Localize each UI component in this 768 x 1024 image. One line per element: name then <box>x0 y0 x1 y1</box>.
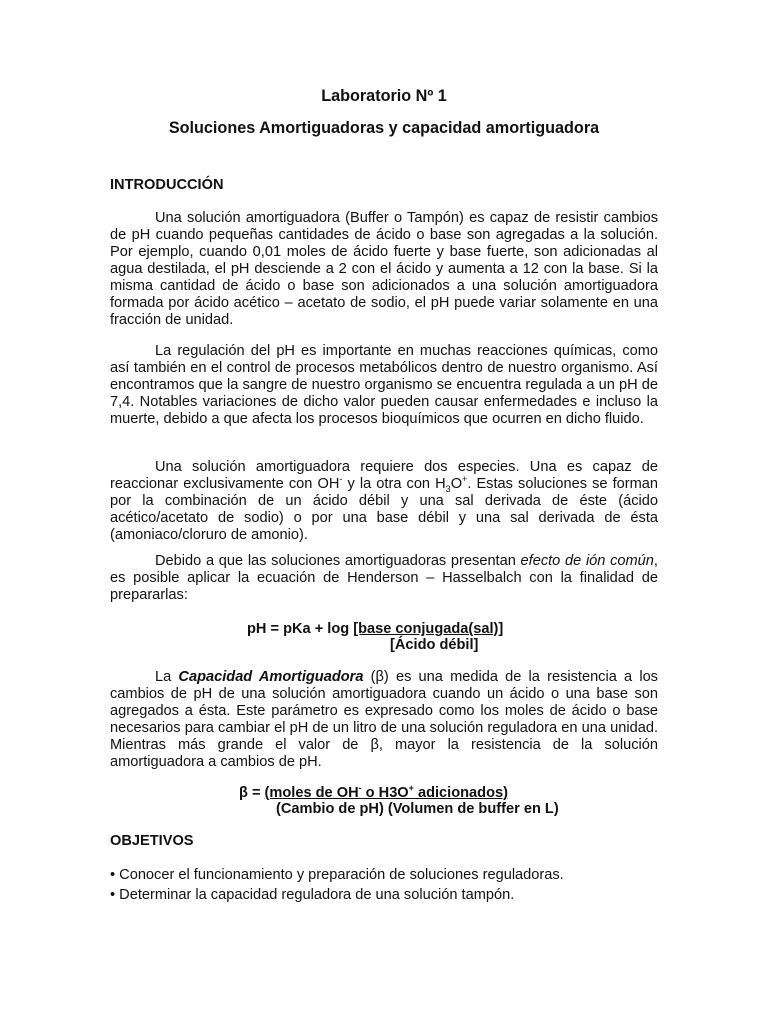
p3-sup-minus: - <box>339 474 343 485</box>
p3-text-a: Una solución amortiguadora requiere dos especies. Una es capaz de reaccionar exclusivamente con OH <box>110 459 658 492</box>
document-title: Laboratorio Nº 1 <box>321 87 447 105</box>
paragraph-3 <box>110 459 658 544</box>
henderson-equation <box>247 621 503 638</box>
p3-sup-plus: + <box>462 474 468 485</box>
p3-text-b: y la otra con H <box>342 476 446 492</box>
f1-lhs: pH = pKa + log <box>247 621 354 637</box>
f1-numerator: [base conjugada(sal)] <box>353 621 504 637</box>
p3-text-c: O <box>450 476 463 492</box>
f2-num-a: (moles de OH <box>264 785 359 801</box>
f2-sup-minus: - <box>358 783 362 794</box>
objectives-heading: OBJETIVOS <box>110 833 194 849</box>
paragraph-5 <box>110 669 658 771</box>
p4-emphasis: efecto de ión común <box>520 553 654 569</box>
paragraph-4 <box>110 553 658 604</box>
f2-sup-plus: + <box>408 783 414 794</box>
document-subtitle: Soluciones Amortiguadoras y capacidad amortiguadora <box>168 119 600 137</box>
objectives-list <box>110 865 670 905</box>
p3-text-d: . Estas soluciones se forman por la combinación de un ácido débil y una sal derivada de éste (ácido acético/acetato de sodio) o por una base débil y una sal derivada de ésta (amoniaco/cloruro de amonio). <box>110 476 658 543</box>
p5-text-a: La <box>155 669 179 685</box>
list-item: • Conocer el funcionamiento y preparación de soluciones reguladoras. <box>110 867 564 883</box>
intro-heading: INTRODUCCIÓN <box>110 177 224 193</box>
beta-equation <box>239 785 508 802</box>
f2-denominator: (Cambio de pH) (Volumen de buffer en L) <box>276 801 559 817</box>
f2-num-c: adicionados) <box>413 785 508 801</box>
f2-num-b: o H3O <box>361 785 409 801</box>
p3-sub-3: 3 <box>445 483 451 494</box>
f1-denominator: [Ácido débil] <box>390 637 479 653</box>
f2-numerator <box>265 785 508 801</box>
paragraph-2: La regulación del pH es importante en muchas reacciones químicas, como así también en el control de procesos metabólicos dentro de nuestro organismo. Así encontramos que la sangre de nuestro organismo se encuentra regulada a un pH de 7,4. Notables variaciones de dicho valor pueden causar enfermedades e incluso la muerte, debido a que afecta los procesos bioquímicos que ocurren en dicho fluido. <box>110 343 658 427</box>
p5-text-b: (β) es una medida de la resistencia a los cambios de pH de una solución amortiguadora cuando un ácido o una base son agregados a ésta. Este parámetro es expresado como los moles de ácido o base necesarios para cambiar el pH de un litro de una solución reguladora en una unidad. Mientras más grande el valor de β, mayor la resistencia de la solución amortiguadora a cambios de pH. <box>110 669 658 770</box>
paragraph-1: Una solución amortiguadora (Buffer o Tampón) es capaz de resistir cambios de pH cuando pequeñas cantidades de ácido o base son agregadas a la solución. Por ejemplo, cuando 0,01 moles de ácido fuerte y base fuerte, son adicionadas al agua destilada, el pH desciende a 2 con el ácido y aumenta a 12 con la base. Si la misma cantidad de ácido o base son adicionados a una solución amortiguadora formada por ácido acético – acetato de sodio, el pH puede variar solamente en una fracción de unidad. <box>110 210 658 328</box>
p4-text-a: Debido a que las soluciones amortiguadoras presentan <box>155 553 521 569</box>
p4-text-b: , es posible aplicar la ecuación de Henderson – Hasselbalch con la finalidad de prepararlas: <box>110 553 658 603</box>
f2-lhs: β = <box>239 785 265 801</box>
p5-emphasis: Capacidad Amortiguadora <box>178 669 364 685</box>
list-item: • Determinar la capacidad reguladora de una solución tampón. <box>110 887 515 903</box>
